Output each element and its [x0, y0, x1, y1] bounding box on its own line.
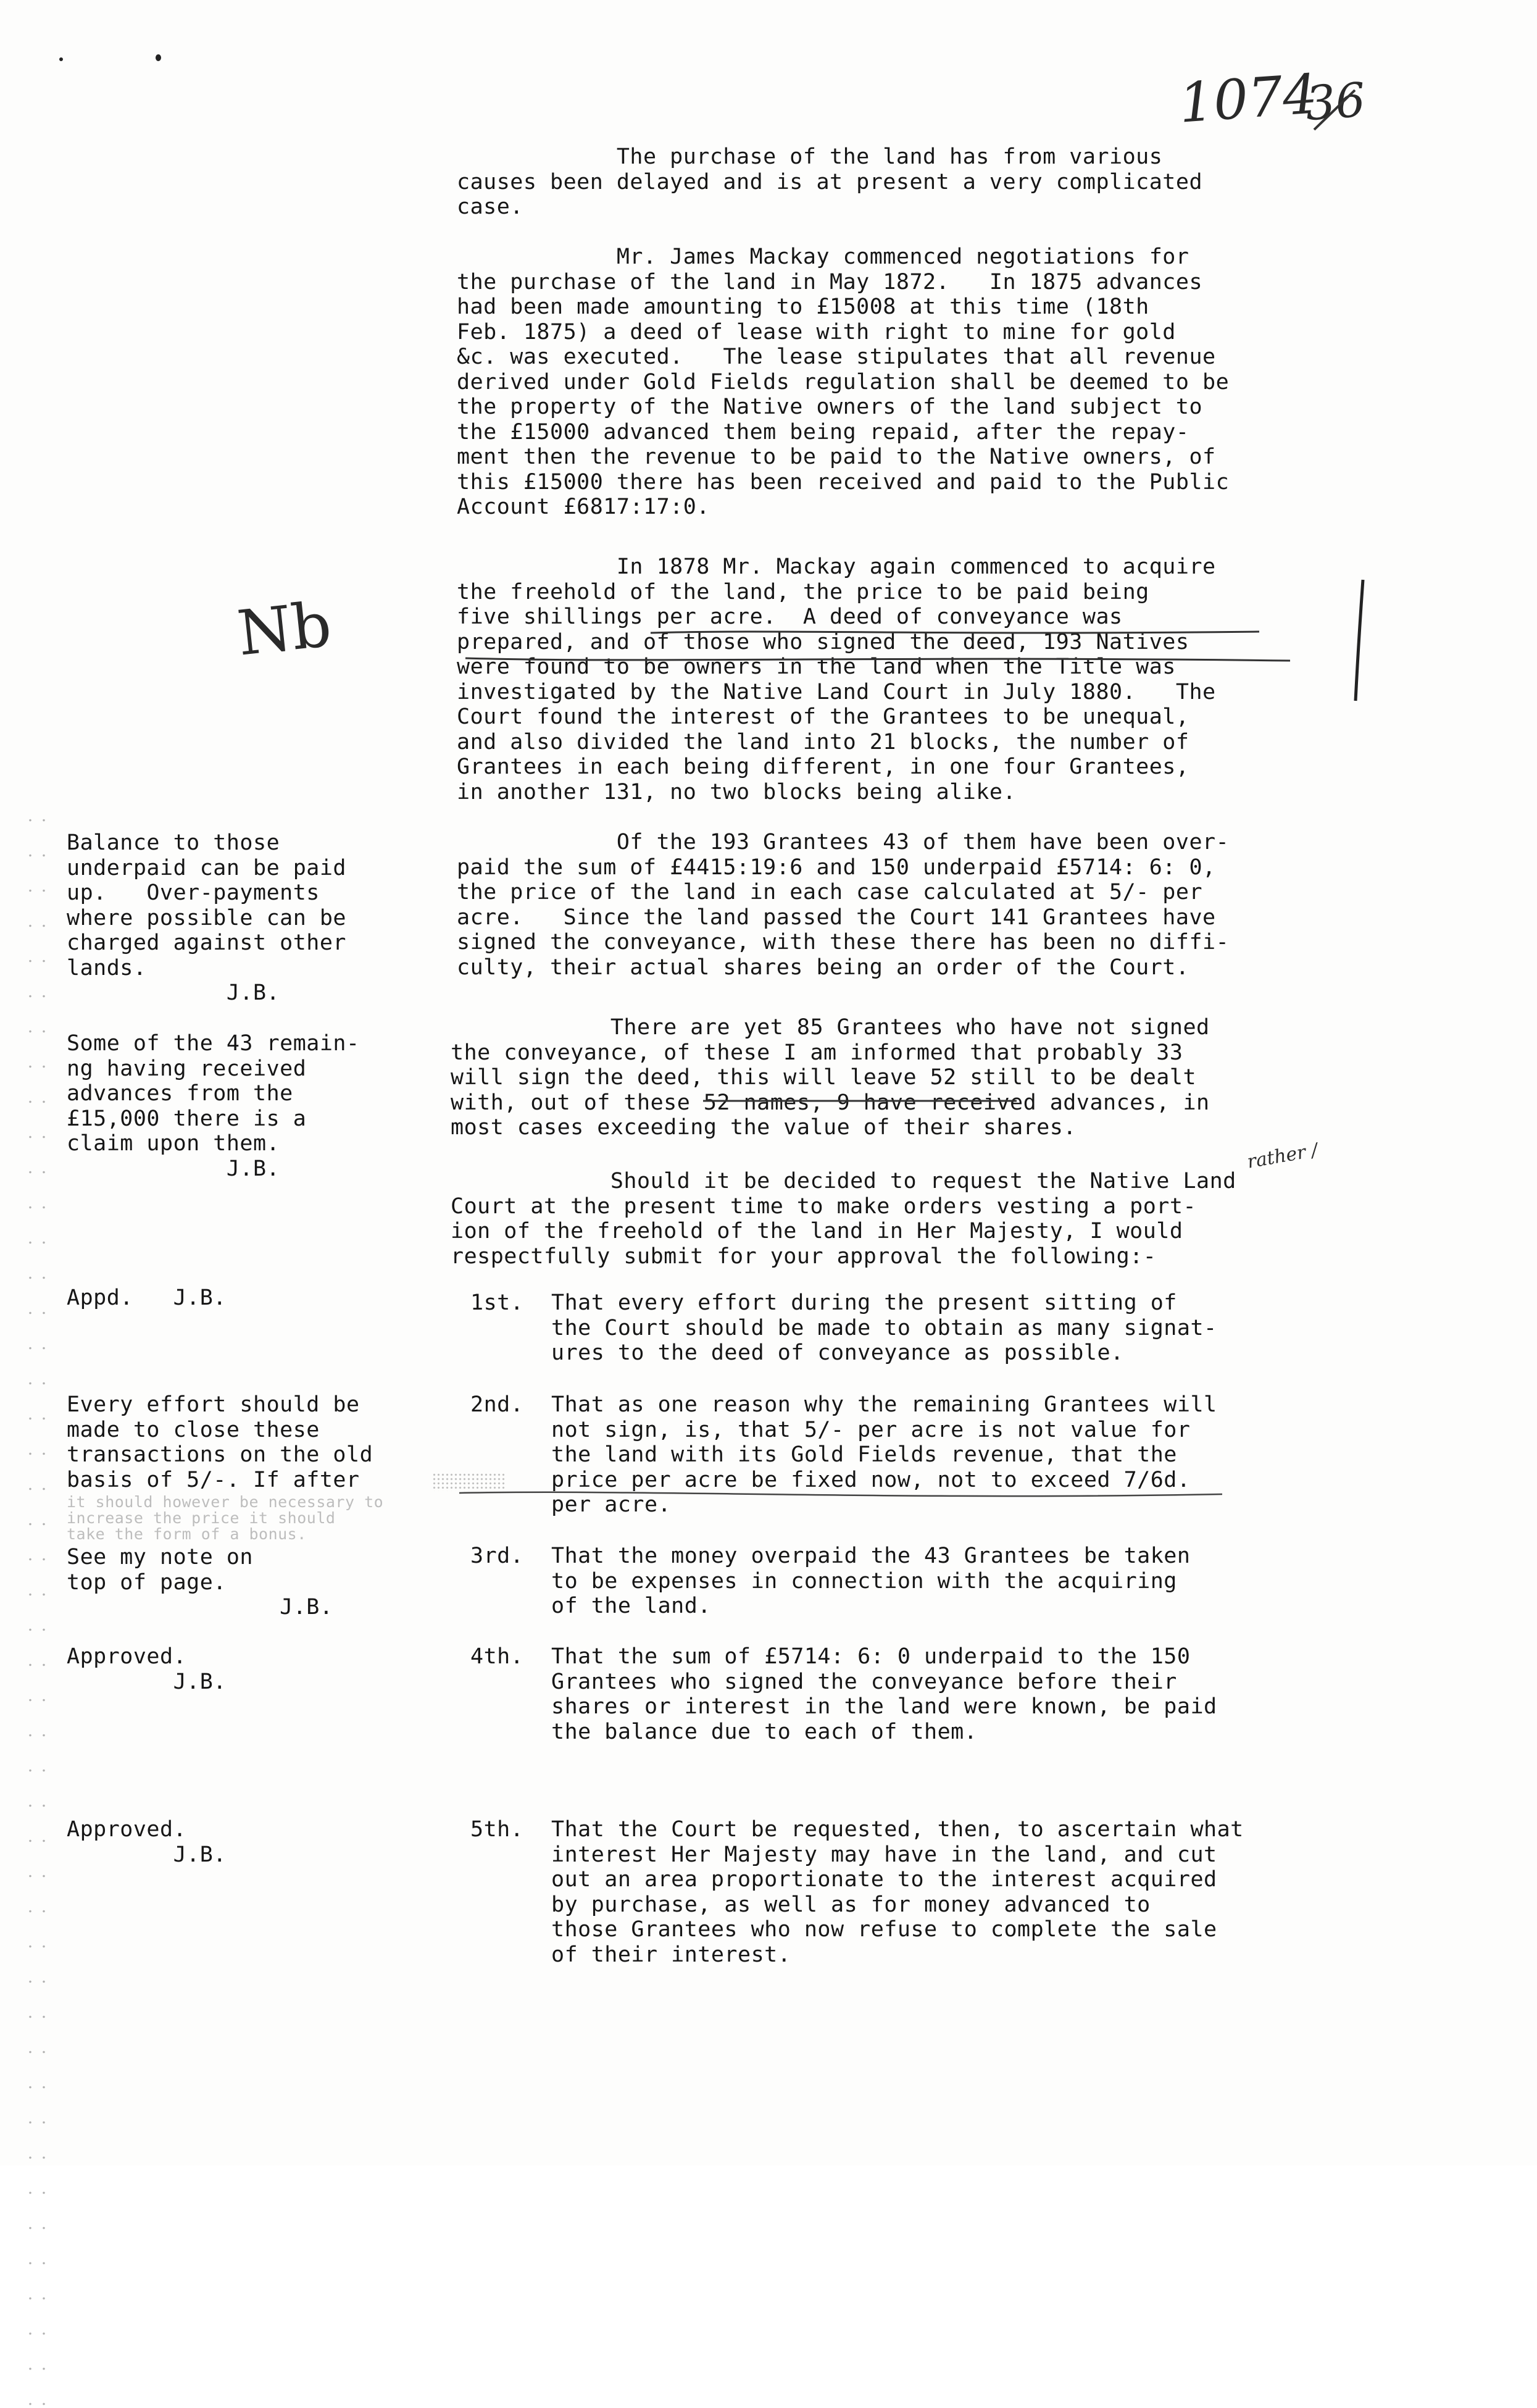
scan-smudge: [432, 1473, 506, 1491]
item-number: 3rd.: [470, 1544, 524, 1568]
item-text: That the Court be requested, then, to ascertain what interest Her Majesty may have in the land, and cut out an area proportionate to the interest acquired by purchase, as well as for money advanced to those Grantees who now refuse to complete the sale of their interest.: [551, 1817, 1244, 1967]
item-text: That as one reason why the remaining Grantees will not sign, is, that 5/- per acre is not value for the land with its Gold Fields revenue, that the price per acre be fixed now, not to exceed 7/6d. per acre.: [551, 1392, 1217, 1517]
folio-strike-mark: [1312, 86, 1361, 142]
item-text: That the sum of £5714: 6: 0 underpaid to the 150 Grantees who signed the conveyance before their shares or interest in the land were known, be paid the balance due to each of them.: [551, 1644, 1217, 1744]
item-number: 1st.: [470, 1290, 524, 1315]
margin-note-approved-2: Approved. J.B.: [67, 1817, 227, 1867]
item-number: 5th.: [470, 1817, 524, 1842]
pen-underline-deed: [648, 627, 1265, 639]
body-paragraph-3: In 1878 Mr. Mackay again commenced to acquire the freehold of the land, the price to be paid being five shillings per acre. A deed of conveyance was prepared, and of those who signed the deed, 193 Natives were found to be owners in the land when the Title was investigated by the Native Land Court in July 1880. The Court found the interest of the Grantees to be unequal, and also divided the land into 21 blocks, the number of Grantees in each being different, in one four Grantees, in another 131, no two blocks being alike.: [457, 554, 1216, 805]
folio-number: 1074: [1177, 62, 1320, 135]
pen-underline-advances: [701, 1096, 1022, 1106]
margin-note-faded-addition: it should however be necessary to increase the price it should take the form of a bonus.: [67, 1493, 384, 1543]
margin-note-appd: Appd. J.B.: [67, 1286, 227, 1310]
body-paragraph-5: There are yet 85 Grantees who have not signed the conveyance, of these I am informed that probably 33 will sign the deed, this will leave 52 still to be dealt with, out of these 52 names, 9 have received advances, in most cases exceeding the value of their shares.: [451, 1015, 1210, 1140]
margin-note-approved-1: Approved. J.B.: [67, 1644, 227, 1694]
body-paragraph-1: The purchase of the land has from various causes been delayed and is at present a very complicated case.: [457, 144, 1203, 219]
item-number: 2nd.: [470, 1392, 524, 1417]
scan-speck: [59, 57, 63, 61]
marginal-handwriting: rather /: [1245, 1139, 1320, 1173]
nb-handwritten-mark: Nb: [234, 588, 335, 670]
margin-note-every-effort: Every effort should be made to close these transactions on the old basis of 5/-. If after: [67, 1392, 373, 1492]
margin-note-see-note: See my note on top of page. J.B.: [67, 1545, 333, 1620]
item-text: That the money overpaid the 43 Grantees be taken to be expenses in connection with the acquiring of the land.: [551, 1544, 1191, 1618]
scan-edge-noise: [23, 803, 54, 2408]
pen-strikethrough-natives: [463, 654, 1296, 667]
body-paragraph-4: Of the 193 Grantees 43 of them have been over- paid the sum of £4415:19:6 and 150 underpaid £5714: 6: 0, the price of the land in each case calculated at 5/- per acre. Since the land passed the Court 141 Grantees have signed the conveyance, with these there has been no diffi- culty, their actual shares being an order of the Court.: [457, 830, 1230, 980]
body-paragraph-2: Mr. James Mackay commenced negotiations for the purchase of the land in May 1872. In 1875 advances had been made amounting to £15008 at this time (18th Feb. 1875) a deed of lease with right to mine for gold &c. was executed. The lease stipulates that all revenue derived under Gold Fields regulation shall be deemed to be the property of the Native owners of the land subject to the £15000 advanced them being repaid, after the repay- ment then the revenue to be paid to the Native owners, of this £15000 there has been received and paid to the Public Account £6817:17:0.: [457, 245, 1230, 519]
margin-note-remaining: Some of the 43 remain- ng having received advances from the £15,000 there is a claim upon them. J.B.: [67, 1031, 360, 1181]
body-paragraph-6: Should it be decided to request the Native Land Court at the present time to make orders vesting a port- ion of the freehold of the land in Her Majesty, I would respectfully submit for your approval the following:-: [451, 1169, 1236, 1269]
margin-pen-line: [1352, 577, 1370, 707]
margin-note-balance: Balance to those underpaid can be paid up. Over-payments where possible can be charged against other lands. J.B.: [67, 830, 347, 1005]
item-number: 4th.: [470, 1644, 524, 1669]
item-text: That every effort during the present sitting of the Court should be made to obtain as many signat- ures to the deed of conveyance as possible.: [551, 1290, 1217, 1365]
folio-extra: 36: [1304, 72, 1367, 132]
scan-speck: [156, 54, 161, 61]
